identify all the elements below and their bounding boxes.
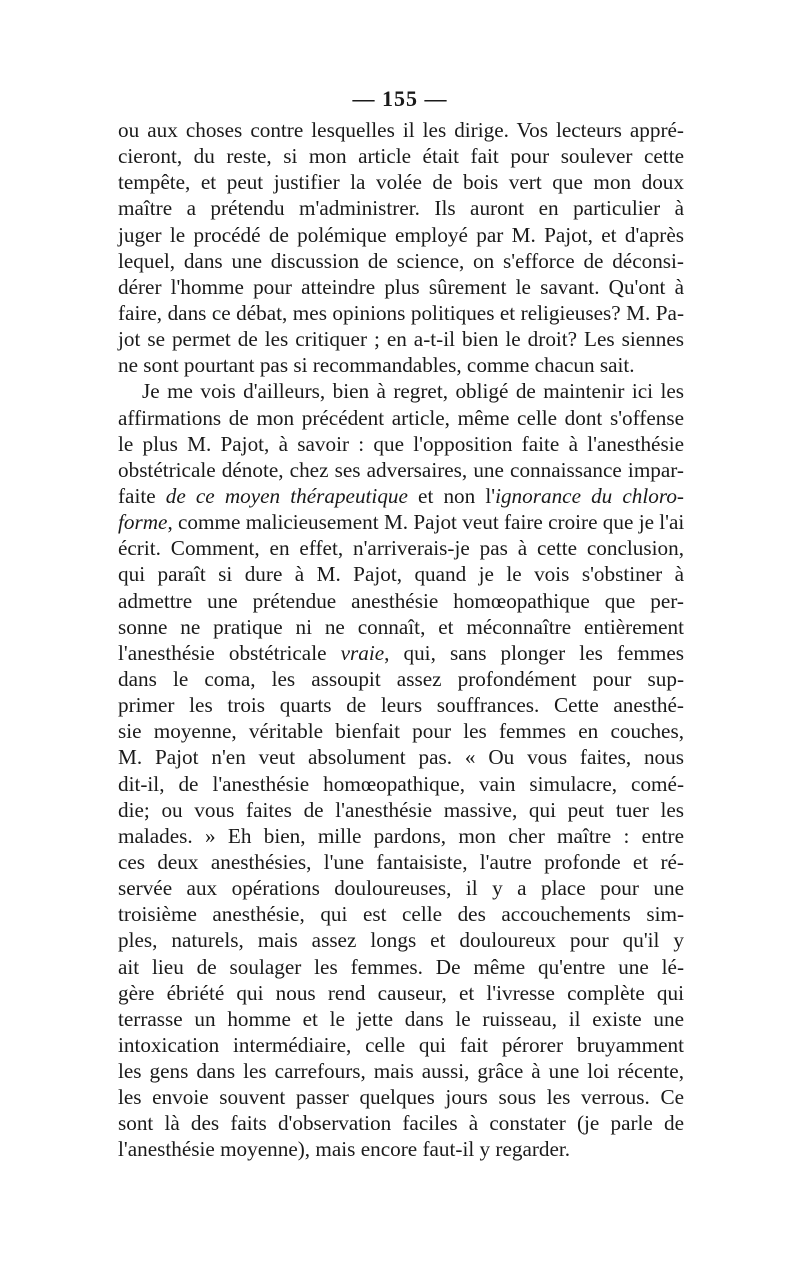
text-line: terrasse un homme et le jette dans le ruisseau, il existe une: [118, 1006, 684, 1031]
text-line: maître a prétendu m'administrer. Ils auront en particulier à: [118, 196, 684, 221]
text-line: affirmations de mon précédent article, même celle dont s'offense: [118, 405, 684, 430]
text-line: juger le procédé de polémique employé par M. Pajot, et d'après: [118, 222, 684, 247]
text-line: ou aux choses contre lesquelles il les dirige. Vos lecteurs appré-: [118, 118, 684, 142]
text-line: écrit. Comment, en effet, n'arriverais-je pas à cette conclusion,: [118, 536, 684, 561]
text-line: cieront, du reste, si mon article était fait pour soulever cette: [118, 144, 684, 169]
text-segment: et non l': [407, 483, 496, 508]
text-line: dérer l'homme pour atteindre plus sûrement le savant. Qu'ont à: [118, 274, 684, 299]
text-line: sie moyenne, véritable bienfait pour les femmes en couches,: [118, 719, 684, 744]
text-line: faire, dans ce débat, mes opinions politiques et religieuses? M. Pa-: [118, 300, 684, 325]
text-line: lequel, dans une discussion de science, on s'efforce de déconsi-: [118, 248, 684, 273]
text-line: qui paraît si dure à M. Pajot, quand je le vois s'obstiner à: [118, 562, 684, 587]
text-line: [118, 640, 684, 666]
text-segment: faite: [118, 483, 166, 508]
text-line: Je me vois d'ailleurs, bien à regret, obligé de maintenir ici les: [142, 379, 684, 404]
text-line: dit-il, de l'anesthésie homœopathique, vain simulacre, comé-: [118, 771, 684, 796]
text-segment: , qui, sans plonger les femmes: [384, 640, 684, 665]
text-line: malades. » Eh bien, mille pardons, mon cher maître : entre: [118, 823, 684, 848]
text-line: le plus M. Pajot, à savoir : que l'opposition faite à l'anesthésie: [118, 431, 684, 456]
text-line: intoxication intermédiaire, celle qui fait pérorer bruyamment: [118, 1032, 684, 1057]
text-line: [118, 483, 684, 509]
text-line: gère ébriété qui nous rend causeur, et l'ivresse complète qui: [118, 980, 684, 1005]
italic-text: de ce moyen thérapeutique: [165, 483, 408, 508]
text-line: ples, naturels, mais assez longs et douloureux pour qu'il y: [118, 928, 684, 953]
text-line: admettre une prétendue anesthésie homœopathique que per-: [118, 588, 684, 613]
text-line: jot se permet de les critiquer ; en a-t-il bien le droit? Les siennes: [118, 327, 684, 352]
text-line: l'anesthésie moyenne), mais encore faut-il y regarder.: [118, 1137, 571, 1162]
italic-text: vraie: [340, 640, 385, 665]
text-line: primer les trois quarts de leurs souffrances. Cette anesthé-: [118, 693, 684, 718]
page-number: — 155 —: [352, 86, 448, 111]
body-text: [118, 117, 684, 1163]
text-line: die; ou vous faites de l'anesthésie massive, qui peut tuer les: [118, 797, 684, 822]
text-segment: , comme malicieusement M. Pajot veut faire croire que je l'ai: [167, 510, 685, 535]
text-line: les envoie souvent passer quelques jours sous les verrous. Ce: [118, 1085, 684, 1110]
text-line: M. Pajot n'en veut absolument pas. « Ou vous faites, nous: [118, 745, 684, 770]
italic-text: ignorance du chloro-: [495, 483, 684, 508]
text-line: troisième anesthésie, qui est celle des accouchements sim-: [118, 902, 684, 927]
text-line: ne sont pourtant pas si recommandables, comme chacun sait.: [118, 353, 635, 378]
text-line: servée aux opérations douloureuses, il y a place pour une: [118, 876, 684, 901]
text-line: obstétricale dénote, chez ses adversaires, une connaissance impar-: [118, 457, 684, 482]
text-line: dans le coma, les assoupit assez profondément pour sup-: [118, 666, 684, 691]
text-line: ces deux anesthésies, l'une fantaisiste, l'autre profonde et ré-: [118, 849, 684, 874]
text-line: sonne ne pratique ni ne connaît, et méconnaître entièrement: [118, 614, 684, 639]
text-line: [118, 509, 684, 535]
text-line: sont là des faits d'observation faciles à constater (je parle de: [118, 1111, 684, 1136]
text-segment: l'anesthésie obstétricale: [118, 640, 341, 665]
text-line: tempête, et peut justifier la volée de bois vert que mon doux: [118, 170, 684, 195]
text-line: ait lieu de soulager les femmes. De même qu'entre une lé-: [118, 954, 684, 979]
italic-text: forme: [118, 510, 168, 535]
text-line: les gens dans les carrefours, mais aussi, grâce à une loi récente,: [118, 1059, 684, 1084]
